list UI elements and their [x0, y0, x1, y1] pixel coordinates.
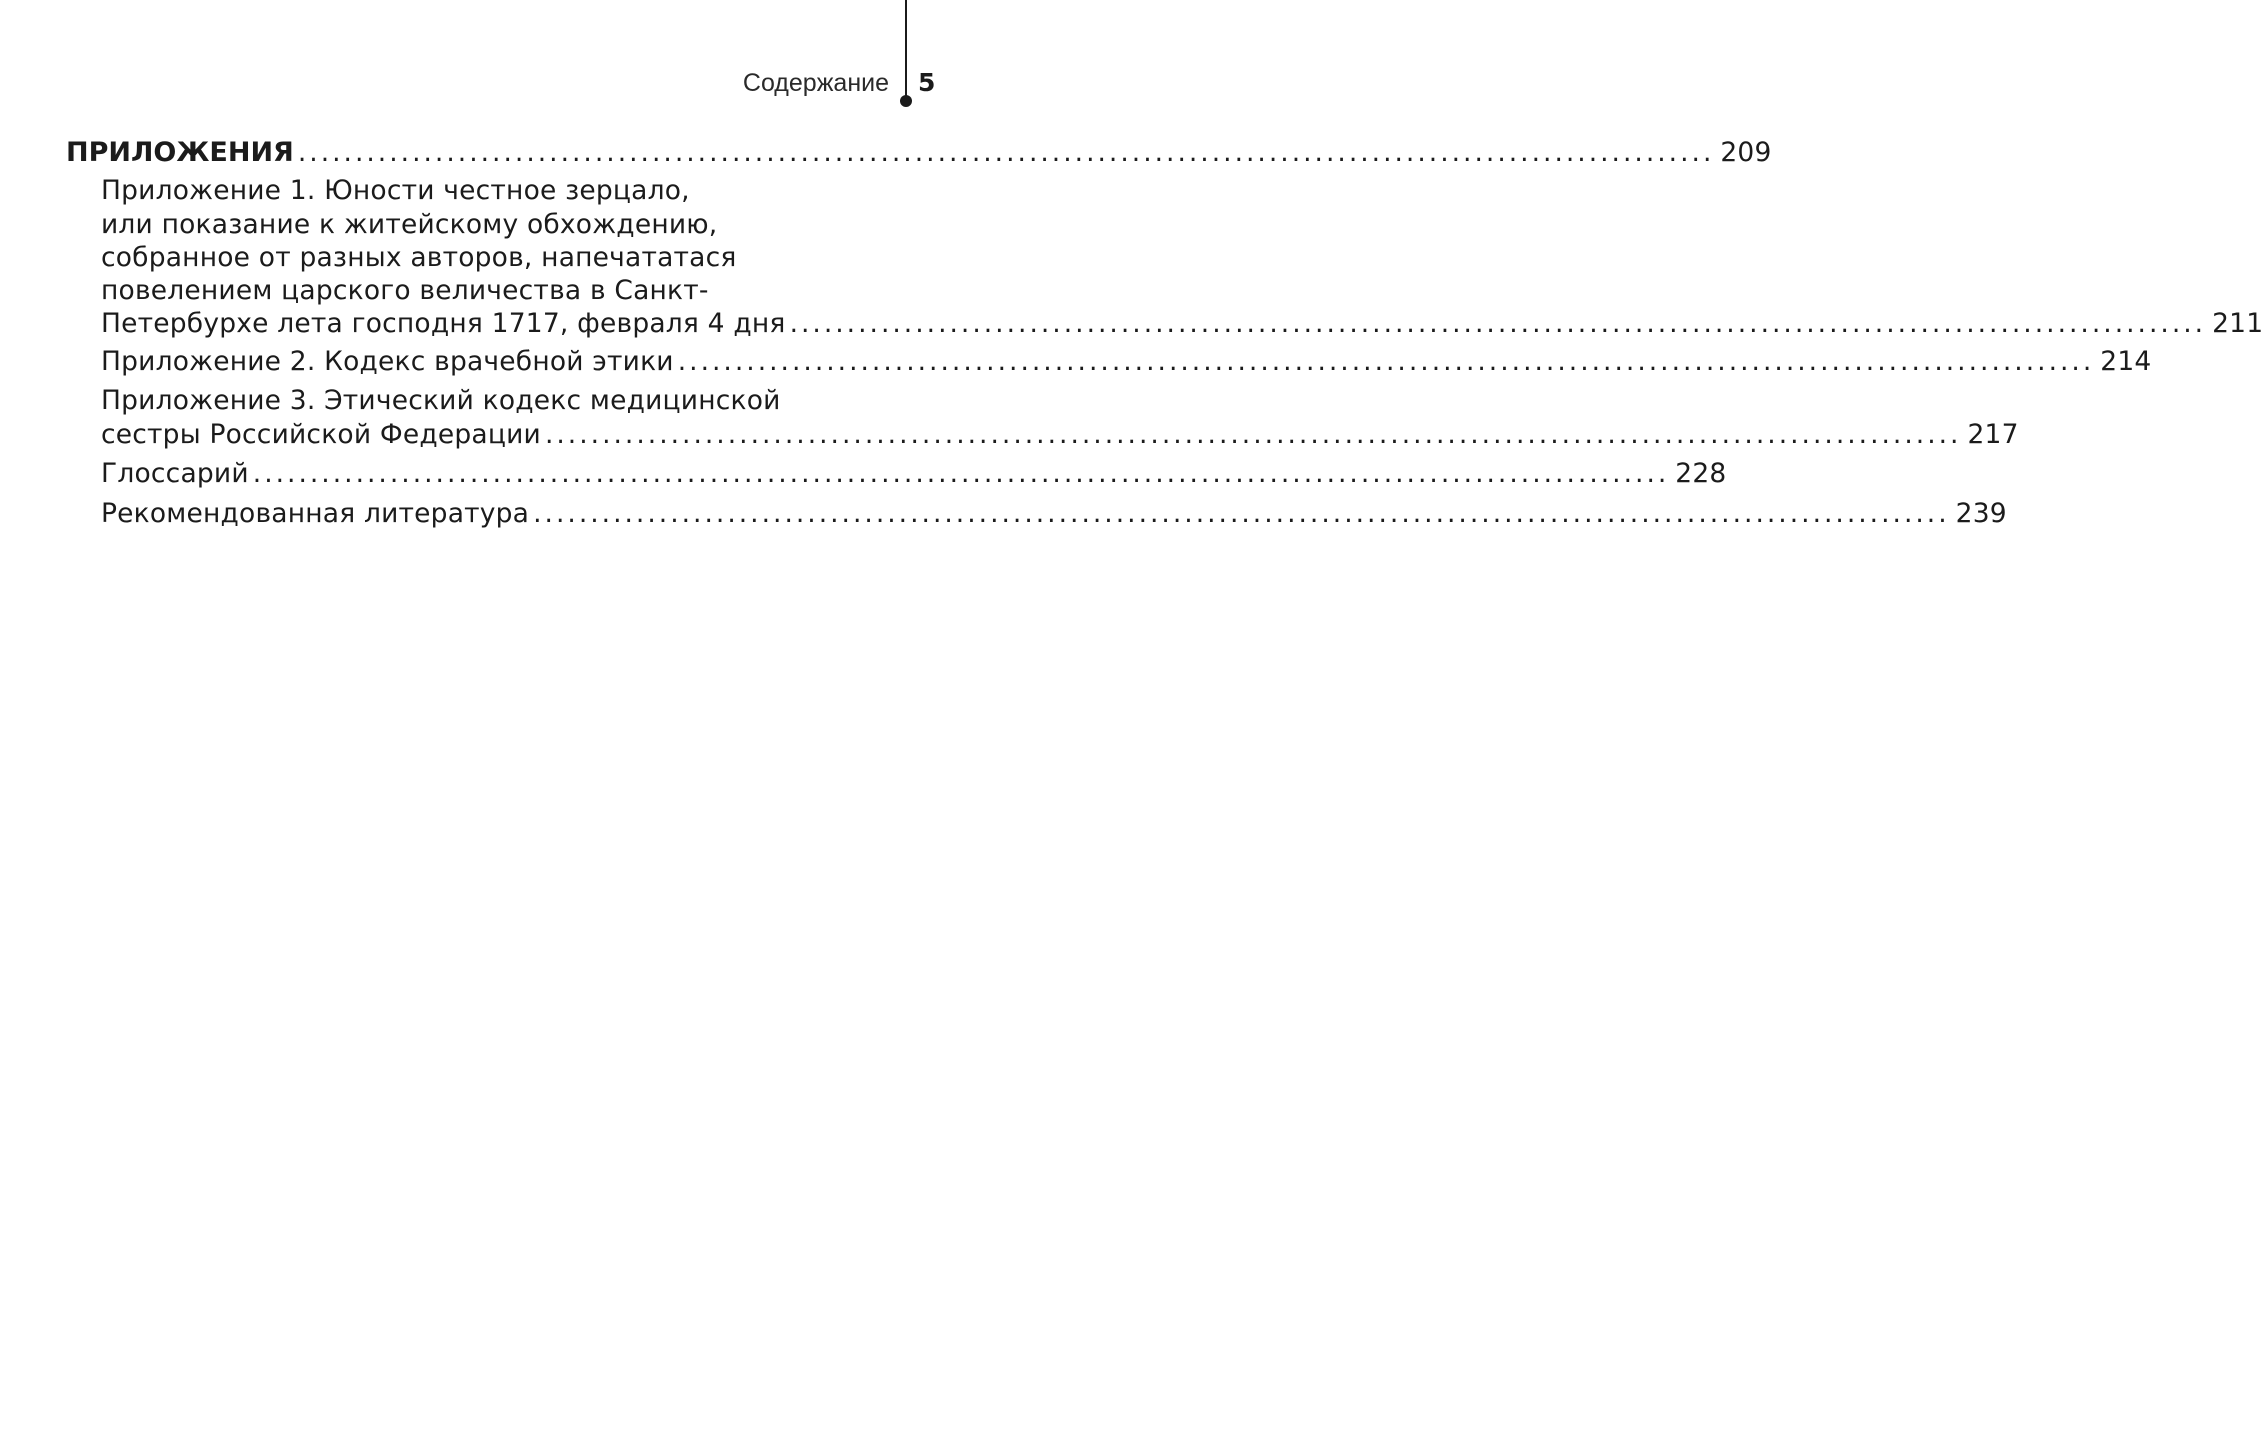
toc-entry-row[interactable] [101, 345, 2152, 379]
page-number: 5 [918, 68, 936, 97]
toc-entry-line: Глоссарий [101, 458, 249, 489]
dot-leader: ............................................................................................................................ [789, 308, 2207, 339]
toc-entry-line: сестры Российской Федерации [101, 419, 541, 450]
running-head-title: Содержание [742, 69, 889, 97]
toc-entry-line[interactable]: Приложение 3. Этический кодекс медицинской [101, 385, 781, 416]
toc-page-number: 209 [1720, 137, 1772, 168]
toc-entry-line[interactable]: собранное от разных авторов, напечататася [101, 242, 737, 273]
toc-section-title: ПРИЛОЖЕНИЯ [66, 137, 294, 168]
dot-leader: ............................................................................................................................ [252, 458, 1670, 489]
toc-entry-row[interactable] [101, 457, 1727, 491]
toc-entry-row[interactable] [101, 418, 2019, 452]
toc-entry-row[interactable] [101, 497, 2007, 531]
toc-page-number: 214 [2100, 346, 2152, 377]
toc-entry-line[interactable]: или показание к житейскому обхождению, [101, 209, 718, 240]
toc-section-row[interactable] [66, 136, 1772, 170]
toc-entry-line: Рекомендованная литература [101, 498, 530, 529]
toc-page-number: 217 [1967, 419, 2019, 450]
toc-entry-line[interactable]: Приложение 1. Юности честное зерцало, [101, 175, 690, 206]
header-vertical-rule [905, 0, 907, 100]
dot-leader: ............................................................................................................................ [544, 419, 1962, 450]
dot-leader: ............................................................................................................................ [677, 346, 2095, 377]
toc-page-number: 211 [2212, 308, 2263, 339]
toc-entry-row[interactable] [101, 307, 2263, 341]
toc-page-number: 239 [1955, 498, 2007, 529]
header-bullet-dot [900, 95, 912, 107]
dot-leader: ............................................................................................................................ [533, 498, 1950, 529]
toc-entry-line: Приложение 2. Кодекс врачебной этики [101, 346, 674, 377]
toc-entry-line[interactable]: повелением царского величества в Санкт- [101, 275, 709, 306]
dot-leader: ............................................................................................................................ [297, 137, 1715, 168]
toc-entry-line: Петербурхе лета господня 1717, февраля 4 дня [101, 308, 786, 339]
toc-page-number: 228 [1675, 458, 1727, 489]
